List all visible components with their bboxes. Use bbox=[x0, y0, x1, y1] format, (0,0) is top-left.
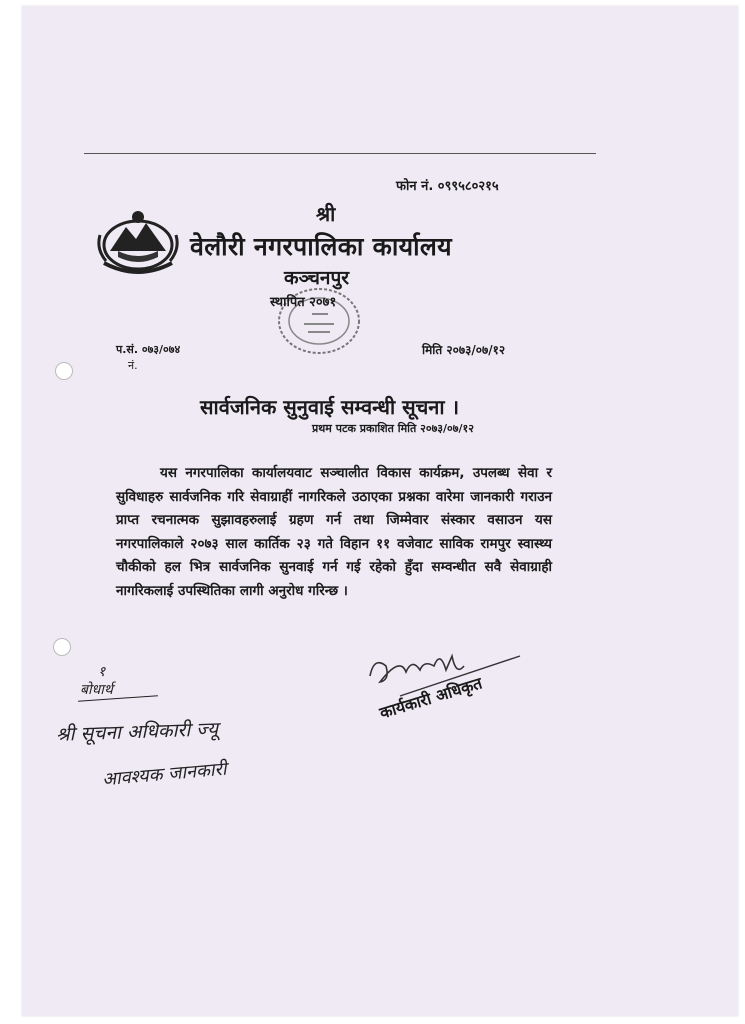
office-name: वेलौरी नगरपालिका कार्यालय bbox=[190, 232, 452, 261]
top-rule bbox=[84, 153, 596, 154]
handwritten-cc-label: बोधार्थ bbox=[80, 682, 113, 698]
first-published-date: प्रथम पटक प्रकाशित मिति २०७३/०७/१२ bbox=[312, 422, 474, 435]
punch-hole bbox=[55, 362, 73, 380]
punch-hole bbox=[53, 638, 71, 656]
handwritten-number: १ bbox=[98, 664, 106, 680]
officer-designation: कार्यकारी अधिकृत bbox=[377, 673, 485, 723]
notice-title: सार्वजनिक सुनुवाई सम्वन्धी सूचना । bbox=[200, 395, 460, 419]
dispatch-number-label: नं. bbox=[128, 359, 138, 372]
handwritten-recipient: श्री सूचना अधिकारी ज्यू bbox=[55, 718, 219, 746]
issue-date: मिति २०७३/०७/१२ bbox=[422, 343, 506, 357]
notice-body: यस नगरपालिका कार्यालयवाट सञ्चालीत विकास कार्यक्रम, उपलब्ध सेवा र सुविधाहरु सार्वजनिक गरि सेवाग्राहीं नागरिकले उठाएका प्रश्नका वारेमा जानकारी गराउन प्राप्त रचनात्मक सुझावहरुलाई ग्रहण गर्न तथा जिम्मेवार संस्कार वसाउन यस नगरपालिकाले २०७३ साल कार्तिक २३ गते विहान ११ वजेवाट साविक रामपुर स्वास्थ्य चौकीको हल भित्र सार्वजनिक सुनवाई गर्न गई रहेको हुँदा सम्वन्धीत सवै सेवाग्राही नागरिकलाई उपस्थितिका लागी अनुरोध गरिन्छ । bbox=[116, 465, 552, 599]
handwritten-note: आवश्यक जानकारी bbox=[101, 758, 228, 791]
honorific: श्री bbox=[316, 202, 336, 226]
government-emblem-icon bbox=[96, 205, 180, 279]
phone-number: फोन नं. ०९९५८०२१५ bbox=[396, 179, 499, 194]
established-year: स्थापित २०७१ bbox=[270, 295, 337, 310]
reference-number: प.सं. ०७३/०७४ bbox=[116, 343, 181, 356]
district-name: कञ्चनपुर bbox=[284, 267, 350, 289]
